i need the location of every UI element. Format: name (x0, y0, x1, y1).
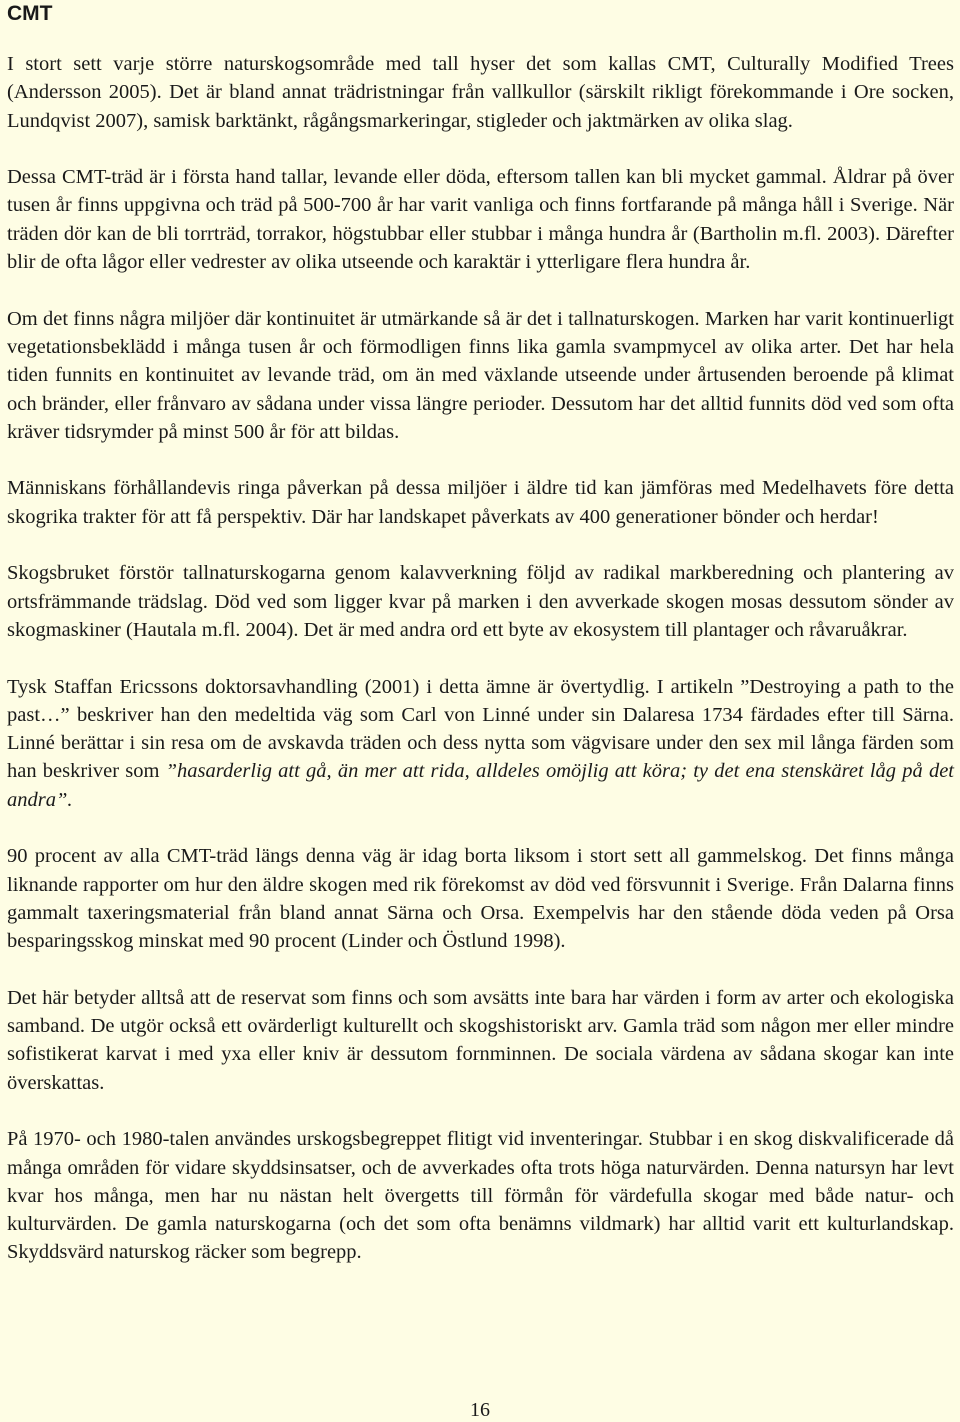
paragraph-1: I stort sett varje större naturskogsområde med tall hyser det som kallas CMT, Culturally Modified Trees (Andersson 2005). Det är bland annat trädristningar från vallkullor (särskilt rikligt förekommande i Ore socken, Lundqvist 2007), samisk barktänkt, rågångsmarkeringar, stigleder och jaktmärken av olika slag. (7, 53, 954, 132)
paragraph-2: Dessa CMT-träd är i första hand tallar, levande eller döda, eftersom tallen kan bli mycket gammal. Åldrar på över tusen år finns uppgivna och träd på 500-700 år har varit vanliga och finns fortfarande på många håll i Sverige. När träden dör kan de bli torrträd, torrakor, högstubbar eller stubbar i många hundra år (Bartholin m.fl. 2003). Därefter blir de ofta lågor eller vedrester av olika utseende och karaktär i ytterligare flera hundra år. (7, 166, 954, 274)
paragraph-5: Skogsbruket förstör tallnaturskogarna genom kalavverkning följd av radikal markberedning och plantering av ortsfrämmande trädslag. Död ved som ligger kvar på marken i den avverkade skogen mosas dessutom sönder av skogmaskiner (Hautala m.fl. 2004). Det är med andra ord ett byte av ekosystem till plantager och råvaruåkrar. (7, 562, 954, 641)
linne-quote: ”hasarderlig att gå, än mer att rida, alldeles omöjlig att köra; ty det ena stenskäret låg på det andra”. (7, 760, 954, 811)
document-page (7, 0, 954, 1267)
page-number: 16 (470, 1399, 490, 1421)
paragraph-3: Om det finns några miljöer där kontinuitet är utmärkande så är det i tallnaturskogen. Marken har varit kontinuerligt vegetationsbeklädd i många tusen år och förmodligen finns lika gamla svampmycel av olika arter. Det har hela tiden funnits en kontinuitet av levande träd, om än med växlande utseende under årtusenden beroende på klimat och bränder, eller frånvaro av sådana under vissa längre perioder. Dessutom har det alltid funnits död ved som ofta kräver tidsrymder på minst 500 år för att bildas. (7, 307, 954, 443)
section-heading: CMT (7, 2, 53, 25)
paragraph-9: På 1970- och 1980-talen användes urskogsbegreppet flitigt vid inventeringar. Stubbar i en skog diskvalificerade då många områden för vidare skyddsinsatser, och de avverkades ofta trots höga naturvärden. Denna natursyn har levt kvar hos många, men har nu nästan helt övergetts till förmån för värdefulla skogar med både natur- och kulturvärden. De gamla naturskogarna (och det som ofta benämns vildmark) har alltid varit ett kulturlandskap. Skyddsvärd naturskog räcker som begrepp. (7, 1128, 954, 1264)
paragraph-6 (7, 673, 954, 814)
paragraph-7: 90 procent av alla CMT-träd längs denna väg är idag borta liksom i stort sett all gammelskog. Det finns många liknande rapporter om hur den äldre skogen med rik förekomst av död ved försvunnit i Sverige. Från Dalarna finns gammalt taxeringsmaterial från bland annat Särna och Orsa. Exempelvis har den stående döda veden på Orsa besparingsskog minskat med 90 procent (Linder och Östlund 1998). (7, 845, 954, 953)
paragraph-4: Människans förhållandevis ringa påverkan på dessa miljöer i äldre tid kan jämföras med Medelhavets före detta skogrika trakter för att få perspektiv. Där har landskapet påverkats av 400 generationer bönder och herdar! (7, 477, 954, 528)
paragraph-6-text: Tysk Staffan Ericssons doktorsavhandling (2001) i detta ämne är övertydlig. I artikeln ”Destroying a path to the past…” beskriver han den medeltida väg som Carl von Linné under sin Dalaresa 1734 färdades efter till Särna. Linné berättar i sin resa om de avskavda träden och dess nytta som vägvisare under den sex mil långa färden som han beskriver som (7, 675, 954, 783)
paragraph-8: Det här betyder alltså att de reservat som finns och som avsätts inte bara har värden i form av arter och ekologiska samband. De utgör också ett ovärderligt kulturellt och skogshistoriskt arv. Gamla träd som någon mer eller mindre sofistikerat karvat i med yxa eller kniv är dessutom fornminnen. De sociala värdena av sådana skogar kan inte överskattas. (7, 986, 954, 1094)
